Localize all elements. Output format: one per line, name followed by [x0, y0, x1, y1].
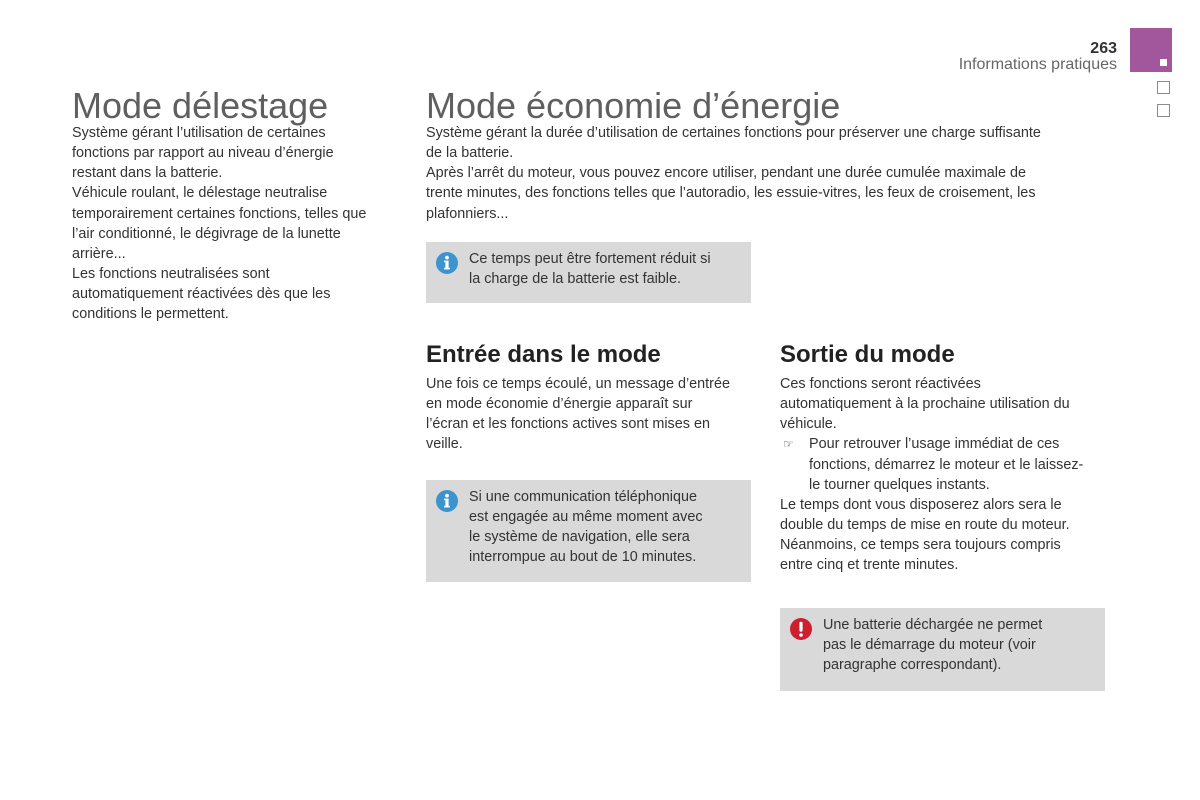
page-number: 263: [1090, 40, 1117, 57]
chapter-tab: [1157, 81, 1170, 94]
text-line: entre cinq et trente minutes.: [780, 557, 959, 574]
text-line: de la batterie.: [426, 145, 514, 162]
text-line: le tourner quelques instants.: [809, 476, 990, 493]
info-icon: [436, 490, 458, 512]
text-line: véhicule.: [780, 416, 837, 433]
energy-economy-intro: [426, 123, 1041, 224]
text-line: Néanmoins, ce temps sera toujours compris: [780, 537, 1061, 554]
text-line: veille.: [426, 436, 463, 453]
exit-bullet-item: [780, 434, 1083, 494]
text-line: Ce temps peut être fortement réduit si: [469, 251, 711, 267]
text-line: Une fois ce temps écoulé, un message d’entrée: [426, 376, 730, 392]
text-line: l’air conditionné, le dégivrage de la lunette: [72, 225, 341, 242]
text-line: Véhicule roulant, le délestage neutralise: [72, 185, 328, 202]
info-note: [426, 242, 751, 303]
warning-note: [780, 608, 1105, 691]
exit-bullet-text: [809, 434, 1083, 494]
load-shedding-body: [72, 123, 366, 324]
exit-heading: Sortie du mode: [780, 341, 955, 368]
text-line: l’écran et les fonctions actives sont mises en: [426, 416, 710, 433]
text-line: automatiquement réactivées dès que les: [72, 286, 331, 303]
info-note-text: [469, 487, 703, 568]
text-line: la charge de la batterie est faible.: [469, 271, 681, 288]
warning-icon: [790, 618, 812, 640]
energy-economy-title: Mode économie d’énergie: [426, 85, 841, 126]
text-line: est engagée au même moment avec: [469, 509, 703, 526]
text-line: pas le démarrage du moteur (voir: [823, 637, 1036, 654]
text-line: le système de navigation, elle sera: [469, 529, 690, 546]
text-line: fonctions, démarrez le moteur et le laissez-: [809, 456, 1084, 473]
text-line: en mode économie d’énergie apparaît sur: [426, 396, 693, 413]
info-icon: [436, 252, 458, 274]
info-note: [426, 480, 751, 582]
text-line: temporairement certaines fonctions, telles que: [72, 205, 367, 222]
info-note-text: [469, 249, 711, 289]
text-line: arrière...: [72, 245, 126, 262]
text-line: Après l’arrêt du moteur, vous pouvez encore utiliser, pendant une durée cumulée maximale de: [426, 165, 1026, 182]
entry-body: [426, 374, 730, 455]
section-name: Informations pratiques: [958, 56, 1117, 73]
exit-body: [780, 374, 1083, 575]
text-line: plafonniers...: [426, 205, 509, 222]
text-line: paragraphe correspondant).: [823, 657, 1002, 674]
text-line: Les fonctions neutralisées sont: [72, 265, 270, 282]
text-line: Si une communication téléphonique: [469, 489, 698, 505]
text-line: trente minutes, des fonctions telles que l’autoradio, les essuie-vitres, les feux de croisement, les: [426, 185, 1036, 202]
text-line: Ces fonctions seront réactivées: [780, 376, 981, 392]
text-line: automatiquement à la prochaine utilisation du: [780, 396, 1070, 413]
text-line: conditions le permettent.: [72, 306, 229, 323]
text-line: interrompue au bout de 10 minutes.: [469, 549, 697, 566]
exit-conclusion: [780, 495, 1083, 576]
text-line: double du temps de mise en route du moteur.: [780, 516, 1070, 533]
text-line: restant dans la batterie.: [72, 165, 223, 182]
chapter-marker-active: [1130, 28, 1172, 72]
warning-note-text: [823, 615, 1042, 675]
text-line: Une batterie déchargée ne permet: [823, 617, 1043, 633]
text-line: Le temps dont vous disposerez alors sera le: [780, 496, 1062, 513]
text-line: Système gérant la durée d’utilisation de certaines fonctions pour préserver une charge suffisante: [426, 125, 1041, 141]
entry-heading: Entrée dans le mode: [426, 341, 661, 368]
text-line: fonctions par rapport au niveau d’énergie: [72, 145, 334, 162]
chapter-marker-dot: [1160, 59, 1167, 66]
exit-intro: [780, 374, 1083, 434]
pointing-hand-icon: [783, 434, 794, 454]
text-line: Pour retrouver l’usage immédiat de ces: [809, 436, 1060, 453]
text-line: Système gérant l’utilisation de certaines: [72, 125, 326, 141]
load-shedding-title: Mode délestage: [72, 85, 329, 126]
chapter-tab: [1157, 104, 1170, 117]
